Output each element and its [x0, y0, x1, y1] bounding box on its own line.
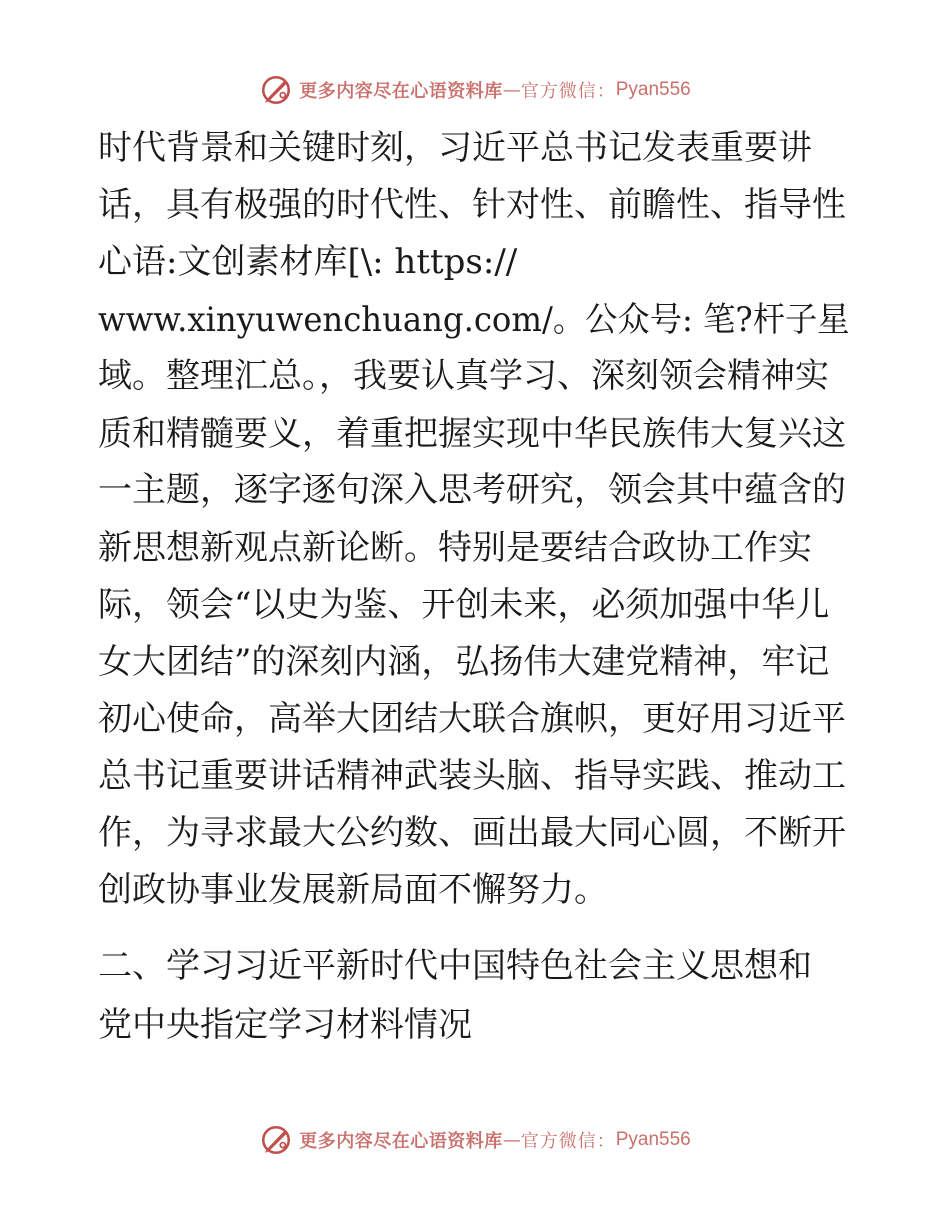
- banner-wechat-id: Pyan556: [615, 79, 691, 100]
- text-line: 总书记重要讲话精神武装头脑、指导实践、推动工: [98, 756, 846, 796]
- text-line: 初心使命，高举大团结大联合旗帜，更好用习近平: [98, 699, 846, 739]
- banner-main-text: 更多内容尽在心语资料库: [299, 81, 503, 102]
- text-line: 创政协事业发展新局面不懈努力。: [98, 870, 608, 910]
- banner-dash: —: [502, 79, 521, 101]
- banner-wechat-label: 官方微信：: [520, 81, 616, 102]
- pen-logo-icon: [259, 1123, 293, 1157]
- text-line: 新思想新观点新论断。特别是要结合政协工作实: [98, 528, 812, 568]
- banner-wechat-id: Pyan556: [615, 1129, 691, 1150]
- text-line: 作，为寻求最大公约数、画出最大同心圆，不断开: [98, 813, 846, 853]
- banner-main-text: 更多内容尽在心语资料库: [299, 1131, 503, 1152]
- text-line: 际，领会“以史为鉴、开创未来，必须加强中华儿: [98, 585, 830, 625]
- text-line: 女大团结”的深刻内涵，弘扬伟大建党精神，牢记: [98, 642, 830, 682]
- section-heading: 二、学习习近平新时代中国特色社会主义思想和: [98, 946, 812, 986]
- banner-wechat-label: 官方微信：: [520, 1131, 616, 1152]
- text-line: 话，具有极强的时代性、针对性、前瞻性、指导性: [98, 185, 846, 225]
- header-banner: [0, 70, 950, 110]
- section-heading-continued: 党中央指定学习材料情况: [98, 1005, 472, 1045]
- pen-logo-icon: [259, 73, 293, 107]
- text-line: 质和精髓要义，着重把握实现中华民族伟大复兴这: [98, 414, 846, 454]
- text-line: 域。整理汇总。，我要认真学习、深刻领会精神实: [98, 356, 829, 396]
- banner-dash: —: [502, 1129, 521, 1151]
- text-line: www.xinyuwenchuang.com/。公众号: 笔?杆子星: [98, 300, 850, 340]
- text-line: 一主题，逐字逐句深入思考研究，领会其中蕴含的: [98, 470, 846, 510]
- text-line: 心语:文创素材库[\: https://: [98, 242, 518, 282]
- footer-banner: [0, 1120, 950, 1160]
- text-line: 时代背景和关键时刻，习近平总书记发表重要讲: [98, 128, 812, 168]
